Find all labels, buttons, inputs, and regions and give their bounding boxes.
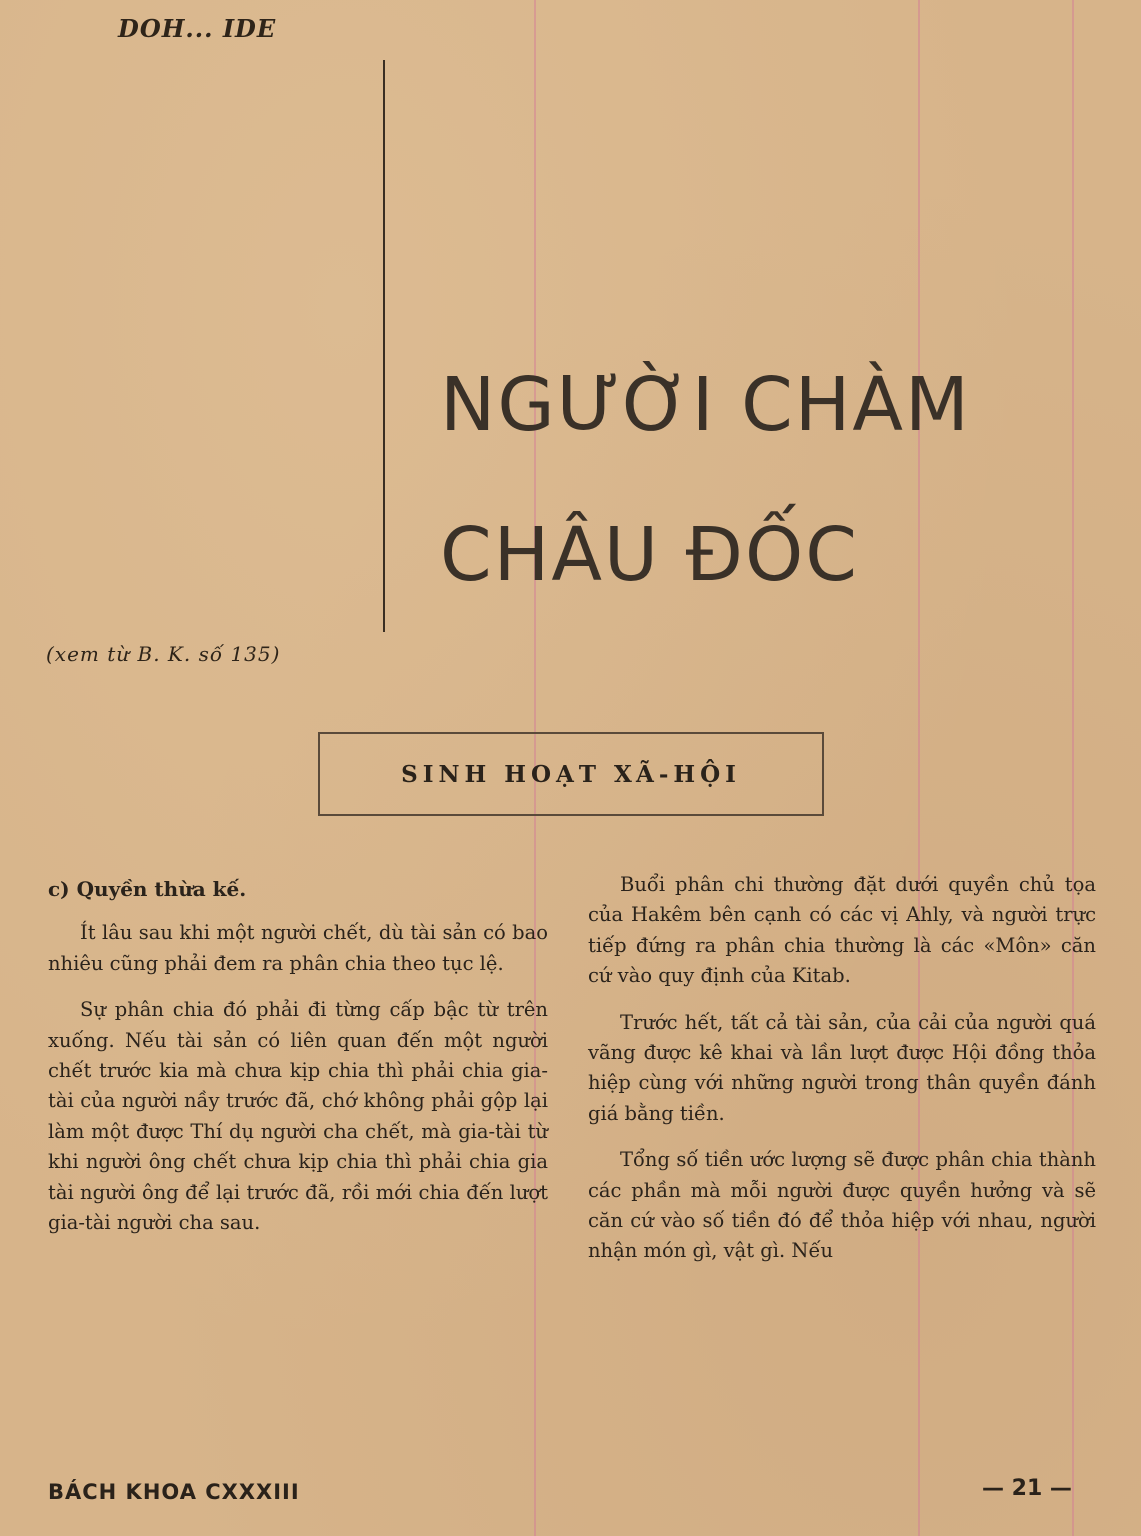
paragraph: Tổng số tiền ước lượng sẽ được phân chia thành các phần mà mỗi người được quyền hưởng và sẽ căn cứ vào số tiền đó để thỏa hiệp với nhau, người nhận món gì, vật gì. Nếu bbox=[588, 1148, 1096, 1263]
right-column bbox=[588, 870, 1096, 1283]
paragraph: Trước hết, tất cả tài sản, của cải của người quá vãng được kê khai và lần lượt được Hội đồng thỏa hiệp cùng với những người trong thân quyền đánh giá bằng tiền. bbox=[588, 1010, 1096, 1125]
article-title bbox=[440, 330, 1080, 630]
subsection-heading: c) Quyền thừa kế. bbox=[48, 877, 247, 901]
paragraph: Ít lâu sau khi một người chết, dù tài sản có bao nhiêu cũng phải đem ra phân chia theo tục lệ. bbox=[48, 921, 548, 975]
paragraph: Buổi phân chi thường đặt dưới quyền chủ tọa của Hakêm bên cạnh có các vị Ahly, và người trực tiếp đứng ra phân chia thường là các «Môn» căn cứ vào quy định của Kitab. bbox=[588, 873, 1096, 988]
author-name: DOH... IDE bbox=[118, 14, 277, 43]
page-number: — 21 — bbox=[982, 1476, 1072, 1501]
paragraph: Sự phân chia đó phải đi từng cấp bậc từ trên xuống. Nếu tài sản có liên quan đến một người chết trước kia mà chưa kịp chia thì phải chia gia-tài của người nầy trước đã, chớ không phải gộp lại làm một được Thí dụ người cha chết, mà gia-tài từ khi người ông chết chưa kịp chia thì phải chia gia tài người ông để lại trước đã, rồi mới chia đến lượt gia-tài người cha sau. bbox=[48, 998, 548, 1235]
left-column bbox=[48, 870, 548, 1254]
title-line-1: NGƯỜI CHÀM bbox=[440, 362, 971, 448]
magazine-footer: BÁCH KHOA CXXXIII bbox=[48, 1480, 300, 1504]
title-line-2: CHÂU ĐỐC bbox=[440, 512, 859, 598]
paper-crease-line bbox=[1072, 0, 1074, 1536]
section-heading-box bbox=[318, 732, 824, 816]
section-heading: SINH HOẠT XÃ-HỘI bbox=[401, 760, 741, 788]
series-reference: (xem từ B. K. số 135) bbox=[46, 642, 281, 666]
paper-crease-line bbox=[918, 0, 920, 1536]
title-divider-rule bbox=[383, 60, 385, 632]
